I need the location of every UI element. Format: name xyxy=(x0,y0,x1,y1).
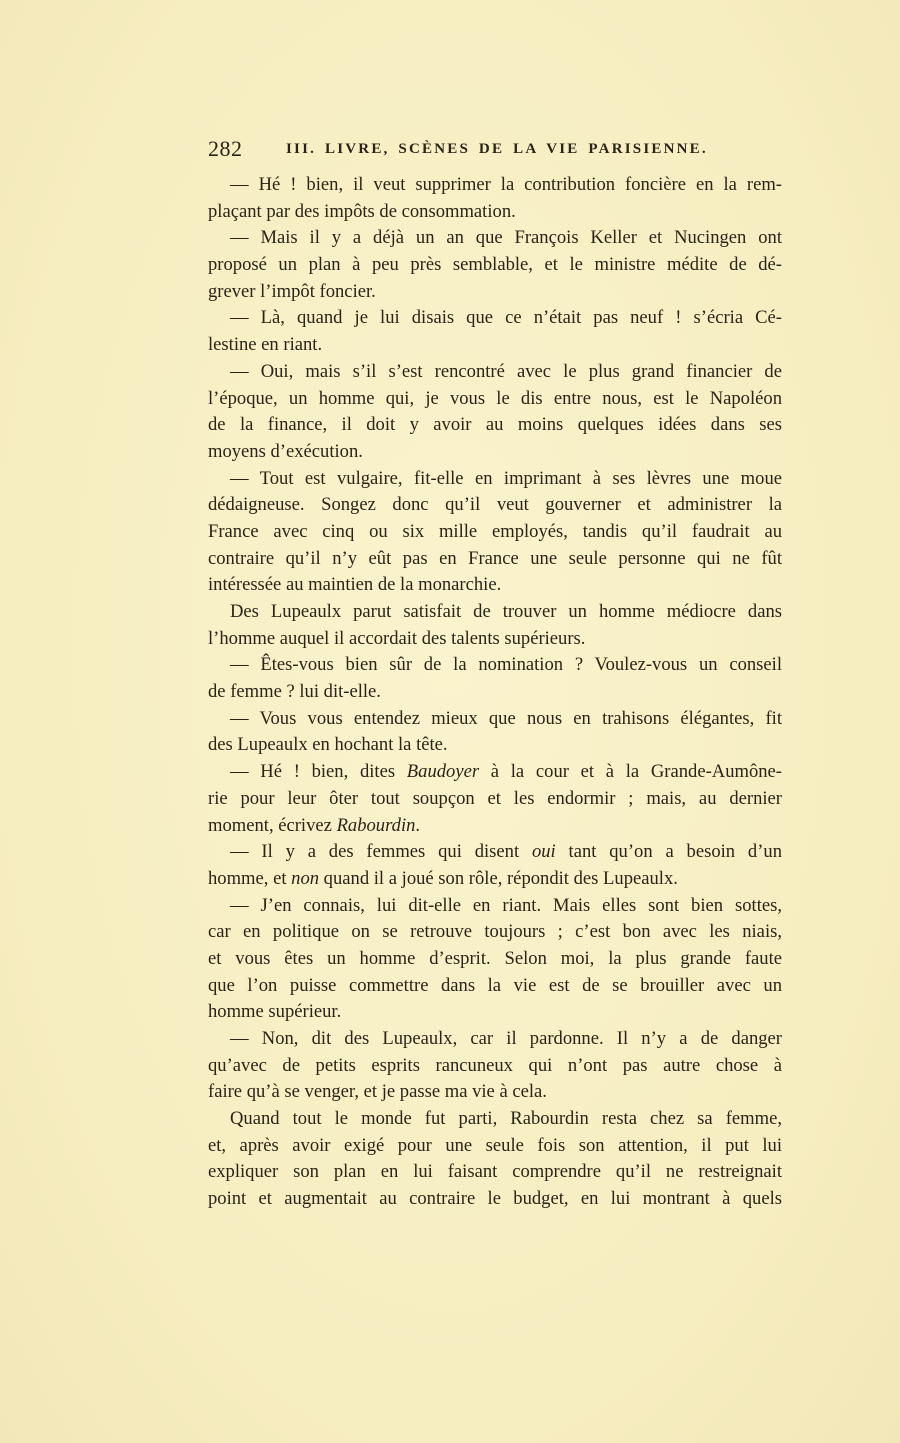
text-segment: expliquer son plan en lui faisant comprendre qu’il ne restreignait xyxy=(208,1161,782,1183)
text-segment: et, après avoir exigé pour une seule fois son attention, il put lui xyxy=(208,1134,782,1156)
text-segment: — Êtes-vous bien sûr de la nomination ? Voulez-vous un conseil xyxy=(230,654,782,676)
text-segment: — Tout est vulgaire, fit-elle en imprimant à ses lèvres une moue xyxy=(230,467,782,489)
text-segment: — Oui, mais s’il s’est rencontré avec le plus grand financier de xyxy=(230,360,782,382)
text-segment: — Hé ! bien, dites xyxy=(230,761,407,783)
text-line xyxy=(208,1026,782,1053)
text-line xyxy=(208,839,782,866)
text-line xyxy=(208,866,782,893)
text-line xyxy=(208,1186,782,1213)
italic-text: Rabourdin xyxy=(336,814,416,836)
text-line xyxy=(208,305,782,332)
text-line xyxy=(208,652,782,679)
body-text xyxy=(208,172,782,1213)
text-segment: que l’on puisse commettre dans la vie est de se brouiller avec un xyxy=(208,974,782,996)
text-line xyxy=(208,359,782,386)
text-segment: des Lupeaulx en hochant la tête. xyxy=(208,734,448,756)
text-line xyxy=(208,893,782,920)
text-segment: — Non, dit des Lupeaulx, car il pardonne. Il n’y a de danger xyxy=(230,1028,782,1049)
text-segment: lestine en riant. xyxy=(208,334,323,356)
text-line xyxy=(208,786,782,813)
text-line xyxy=(208,199,782,226)
text-segment: — Mais il y a déjà un an que François Keller et Nucingen ont xyxy=(230,227,782,249)
text-segment: qu’avec de petits esprits rancuneux qui n’ont pas autre chose à xyxy=(208,1054,782,1076)
text-line xyxy=(208,519,782,546)
text-line xyxy=(208,732,782,759)
text-line xyxy=(208,546,782,573)
text-line xyxy=(208,599,782,626)
text-line xyxy=(208,919,782,946)
text-segment: — Vous vous entendez mieux que nous en trahisons élégantes, fit xyxy=(230,707,782,729)
text-segment: Quand tout le monde fut parti, Rabourdin resta chez sa femme, xyxy=(230,1108,782,1130)
text-line xyxy=(208,225,782,252)
text-line xyxy=(208,492,782,519)
text-line xyxy=(208,252,782,279)
text-segment: — J’en connais, lui dit-elle en riant. Mais elles sont bien sottes, xyxy=(230,894,782,916)
text-line xyxy=(208,813,782,840)
text-line xyxy=(208,332,782,359)
text-line xyxy=(208,1079,782,1106)
text-segment: — Il y a des femmes qui disent xyxy=(230,841,532,863)
text-segment: et vous êtes un homme d’esprit. Selon moi, la plus grande faute xyxy=(208,947,782,969)
text-segment: contraire qu’il n’y eût pas en France une seule personne qui ne fût xyxy=(208,547,782,569)
text-line xyxy=(208,1133,782,1160)
text-segment: . xyxy=(415,814,421,836)
text-line xyxy=(208,759,782,786)
text-segment: proposé un plan à peu près semblable, et le ministre médite de dé- xyxy=(208,254,782,276)
text-segment: quand il a joué son rôle, répondit des Lupeaulx. xyxy=(319,867,678,889)
text-segment: l’époque, un homme qui, je vous le dis entre nous, est le Napoléon xyxy=(208,387,782,409)
text-line xyxy=(208,466,782,493)
text-segment: grever l’impôt foncier. xyxy=(208,280,376,302)
text-line xyxy=(208,572,782,599)
text-line xyxy=(208,706,782,733)
text-segment: à la cour et à la Grande-Aumône- xyxy=(479,761,782,783)
text-line xyxy=(208,973,782,1000)
text-segment: — Là, quand je lui disais que ce n’était pas neuf ! s’écria Cé- xyxy=(230,307,782,329)
text-line xyxy=(208,1053,782,1080)
text-line xyxy=(208,1159,782,1186)
text-line xyxy=(208,1106,782,1133)
text-line xyxy=(208,279,782,306)
text-segment: faire qu’à se venger, et je passe ma vie à cela. xyxy=(208,1081,547,1103)
page-number: 282 xyxy=(208,136,243,161)
text-segment: l’homme auquel il accordait des talents supérieurs. xyxy=(208,627,586,649)
text-segment: de femme ? lui dit-elle. xyxy=(208,681,381,703)
text-line xyxy=(208,386,782,413)
text-segment: dédaigneuse. Songez donc qu’il veut gouverner et administrer la xyxy=(208,494,782,516)
running-head: III. LIVRE, SCÈNES DE LA VIE PARISIENNE. xyxy=(286,141,708,157)
page-header xyxy=(208,136,782,162)
text-line xyxy=(208,679,782,706)
text-segment: moment, écrivez xyxy=(208,814,337,836)
text-segment: moyens d’exécution. xyxy=(208,440,363,462)
italic-text: oui xyxy=(531,841,556,863)
text-segment: France avec cinq ou six mille employés, tandis qu’il faudrait au xyxy=(208,520,782,542)
text-segment: tant qu’on a besoin d’un xyxy=(555,841,782,863)
text-segment: — Hé ! bien, il veut supprimer la contribution foncière en la rem- xyxy=(230,174,782,195)
text-segment: de la finance, il doit y avoir au moins quelques idées dans ses xyxy=(208,414,782,436)
text-line xyxy=(208,439,782,466)
text-segment: rie pour leur ôter tout soupçon et les endormir ; mais, au dernier xyxy=(208,787,782,809)
text-line xyxy=(208,172,782,199)
italic-text: Baudoyer xyxy=(406,761,480,783)
text-line xyxy=(208,946,782,973)
text-line xyxy=(208,626,782,653)
text-segment: point et augmentait au contraire le budget, en lui montrant à quels xyxy=(208,1188,782,1210)
text-segment: plaçant par des impôts de consommation. xyxy=(208,200,516,222)
text-segment: Des Lupeaulx parut satisfait de trouver un homme médiocre dans xyxy=(230,601,782,622)
italic-text: non xyxy=(291,867,320,889)
text-segment: homme supérieur. xyxy=(208,1001,342,1023)
text-line xyxy=(208,999,782,1026)
text-line xyxy=(208,412,782,439)
text-segment: intéressée au maintien de la monarchie. xyxy=(208,574,502,596)
text-segment: car en politique on se retrouve toujours ; c’est bon avec les niais, xyxy=(208,921,782,943)
text-segment: homme, et xyxy=(208,867,292,889)
